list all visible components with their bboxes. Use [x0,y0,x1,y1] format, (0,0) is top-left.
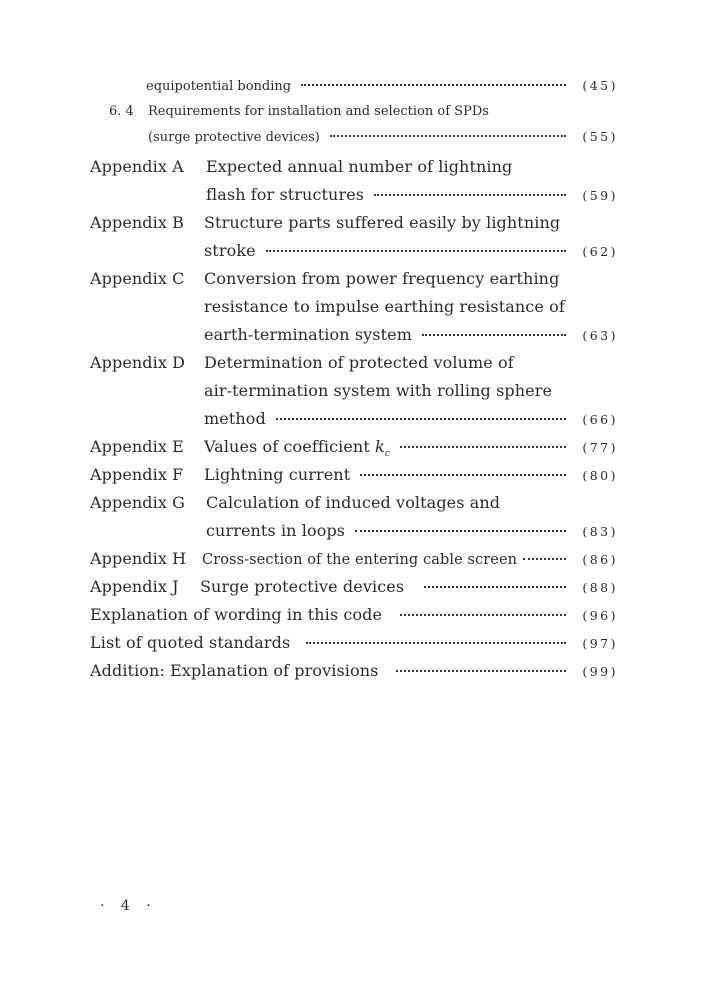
toc-page-number: (80) [582,467,618,483]
dot-leader [276,418,566,420]
toc-entry-title-continued: stroke [204,240,256,260]
toc-entry-appendix-a-continued[interactable] [90,185,618,213]
toc-entry-appendix-g-continued[interactable] [90,521,618,549]
toc-entry-appendix-h[interactable] [90,549,618,577]
toc-page-number: (88) [582,579,618,595]
dot-leader [330,135,566,137]
appendix-label: Appendix A [90,156,184,176]
dot-leader [374,194,566,196]
appendix-label: Appendix J [90,576,179,596]
toc-page-number: (86) [582,551,618,567]
toc-entry-6-4[interactable] [90,104,618,130]
dot-leader [424,586,566,588]
toc-page-number: (96) [582,607,618,623]
coefficient-letter: k [375,436,385,456]
appendix-label: Appendix C [90,268,185,288]
toc-entry-appendix-j[interactable] [90,577,618,605]
toc-page-number: (66) [582,411,618,427]
toc-entry-appendix-d[interactable] [90,353,618,381]
toc-entry-title: List of quoted standards [90,632,291,652]
toc-entry-title-text: Values of coefficient [204,436,370,456]
dot-leader [355,530,566,532]
appendix-label: Appendix D [90,352,186,372]
toc-entry-title: Explanation of wording in this code [90,604,383,624]
section-number: 6. 4 [109,103,134,119]
toc-entry-title [204,437,390,459]
toc-entry-appendix-g[interactable] [90,493,618,521]
dot-leader [400,614,566,616]
toc-entry-title-continued: (surge protective devices) [148,130,320,145]
toc-entry-title: equipotential bonding [146,79,292,94]
toc-page-number: (83) [582,523,618,539]
dot-leader [306,642,566,644]
toc-entry-appendix-c-continued-2[interactable] [90,325,618,353]
dot-leader [396,670,566,672]
table-of-contents [90,78,618,689]
toc-entry-title-continued: air-termination system with rolling sphere [204,380,553,400]
toc-entry-appendix-e[interactable] [90,437,618,465]
toc-page-number: (99) [582,663,618,679]
toc-entry-appendix-c[interactable] [90,269,618,297]
coefficient-symbol [375,436,390,459]
toc-entry-title: Requirements for installation and selection of SPDs [148,103,489,119]
toc-page-number: (45) [582,78,618,93]
toc-entry-appendix-b[interactable] [90,213,618,241]
toc-entry-title-continued: resistance to impulse earthing resistance of [204,296,565,316]
coefficient-subscript: c [384,448,390,459]
page-footer-number: · 4 · [100,898,157,914]
dot-leader [400,446,566,448]
toc-page-number: (59) [582,187,618,203]
appendix-label: Appendix G [90,492,186,512]
dot-leader [360,474,566,476]
toc-page-number: (55) [582,129,618,144]
toc-entry-appendix-b-continued[interactable] [90,241,618,269]
toc-entry-title: Structure parts suffered easily by lightning [204,212,561,232]
toc-page-number: (62) [582,243,618,259]
toc-entry-title-continued: currents in loops [206,520,346,540]
toc-entry-title: Surge protective devices [200,576,405,596]
toc-entry-title: Conversion from power frequency earthing [204,268,560,288]
toc-entry-addition[interactable] [90,661,618,689]
toc-entry-appendix-a[interactable] [90,157,618,185]
toc-entry-title: Lightning current [204,464,351,484]
toc-entry-title-continued: method [204,408,266,428]
dot-leader [422,334,566,336]
dot-leader [266,250,566,252]
appendix-label: Appendix F [90,464,184,484]
toc-page-number: (77) [582,439,618,455]
appendix-label: Appendix H [90,548,187,568]
toc-entry-appendix-d-continued-2[interactable] [90,409,618,437]
appendix-label: Appendix B [90,212,185,232]
toc-entry-title-continued: earth-termination system [204,324,412,344]
toc-entry-title-continued: flash for structures [206,184,365,204]
toc-entry-title: Cross-section of the entering cable screen [202,551,518,568]
toc-entry-title: Calculation of induced voltages and [206,492,501,512]
toc-entry-6-4-continued[interactable] [90,129,618,155]
toc-page-number: (63) [582,327,618,343]
toc-entry-appendix-d-continued[interactable] [90,381,618,409]
toc-entry-title: Determination of protected volume of [204,352,514,372]
toc-entry-appendix-c-continued[interactable] [90,297,618,325]
dot-leader [301,84,566,86]
toc-entry-title: Expected annual number of lightning [206,156,513,176]
toc-entry-explanation-of-wording[interactable] [90,605,618,633]
toc-entry-equipotential-bonding[interactable] [90,78,618,104]
appendix-label: Appendix E [90,436,184,456]
toc-page-number: (97) [582,635,618,651]
toc-entry-list-of-quoted-standards[interactable] [90,633,618,661]
toc-entry-title: Addition: Explanation of provisions [90,660,379,680]
dot-leader [523,558,566,560]
toc-entry-appendix-f[interactable] [90,465,618,493]
